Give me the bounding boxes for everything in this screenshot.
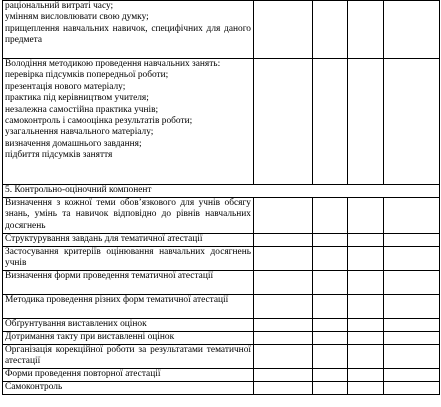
- table-row: [3, 198, 440, 234]
- rating-cell[interactable]: [254, 295, 313, 319]
- rating-cell[interactable]: [348, 234, 384, 247]
- rating-cell[interactable]: [384, 332, 440, 345]
- rating-cell[interactable]: [254, 369, 313, 382]
- criterion-line: Методика проведення різних форм тематичної атестації: [5, 295, 229, 305]
- table-row: [3, 345, 440, 369]
- table-row: [3, 319, 440, 332]
- evaluation-table-body: [3, 1, 440, 395]
- criterion-line: Форми проведення повторної атестації: [5, 369, 161, 379]
- criterion-line: практика під керівництвом учителя;: [5, 93, 149, 104]
- criterion-line: незалежна самостійна практика учнів;: [5, 104, 159, 115]
- table-row: [3, 59, 440, 185]
- criterion-cell: [3, 234, 254, 247]
- section-heading: 5. Контрольно-оціночний компонент: [3, 185, 440, 198]
- criterion-line: Дотримання такту при виставленні оцінок: [5, 332, 175, 342]
- table-row: [3, 369, 440, 382]
- criterion-cell: [3, 271, 254, 295]
- rating-cell[interactable]: [313, 295, 348, 319]
- rating-cell[interactable]: [384, 59, 440, 185]
- criterion-line: перевірка підсумків попередньої роботи;: [5, 70, 169, 81]
- rating-cell[interactable]: [254, 319, 313, 332]
- rating-cell[interactable]: [254, 234, 313, 247]
- criterion-line: Визначення з кожної теми обов’язкового для учнів обсягу знань, умінь та навичок відповідно до рівнів навчальних досягнень: [5, 198, 251, 231]
- criterion-line: визначення домашнього завдання;: [5, 138, 142, 149]
- criterion-cell: [3, 295, 254, 319]
- rating-cell[interactable]: [254, 345, 313, 369]
- rating-cell[interactable]: [313, 247, 348, 271]
- rating-cell[interactable]: [254, 59, 313, 185]
- criterion-cell: [3, 369, 254, 382]
- table-row: [3, 247, 440, 271]
- rating-cell[interactable]: [384, 247, 440, 271]
- rating-cell[interactable]: [384, 369, 440, 382]
- rating-cell[interactable]: [384, 345, 440, 369]
- rating-cell[interactable]: [254, 1, 313, 59]
- criterion-line: Структурування завдань для тематичної атестації: [5, 234, 203, 244]
- rating-cell[interactable]: [313, 59, 348, 185]
- criterion-line: умінням висловлювати свою думку;: [5, 12, 149, 23]
- rating-cell[interactable]: [254, 382, 313, 395]
- rating-cell[interactable]: [348, 198, 384, 234]
- criterion-line: Самоконтроль: [5, 382, 63, 392]
- rating-cell[interactable]: [384, 295, 440, 319]
- criterion-cell: [3, 198, 254, 234]
- evaluation-table: [2, 0, 440, 395]
- rating-cell[interactable]: [313, 332, 348, 345]
- table-row: [3, 234, 440, 247]
- rating-cell[interactable]: [254, 247, 313, 271]
- criterion-line: Застосування критеріїв оцінювання навчальних досягнень учнів: [5, 247, 251, 269]
- rating-cell[interactable]: [348, 369, 384, 382]
- rating-cell[interactable]: [348, 332, 384, 345]
- rating-cell[interactable]: [348, 382, 384, 395]
- rating-cell[interactable]: [384, 198, 440, 234]
- rating-cell[interactable]: [348, 345, 384, 369]
- rating-cell[interactable]: [348, 271, 384, 295]
- criterion-cell: [3, 247, 254, 271]
- rating-cell[interactable]: [313, 271, 348, 295]
- rating-cell[interactable]: [384, 319, 440, 332]
- criterion-line: Визначення форми проведення тематичної атестації: [5, 271, 214, 281]
- criterion-line: узагальнення навчального матеріалу;: [5, 127, 154, 138]
- rating-cell[interactable]: [348, 59, 384, 185]
- criterion-line: самоконтроль і самооцінка результатів роботи;: [5, 116, 193, 127]
- rating-cell[interactable]: [313, 234, 348, 247]
- criterion-line: Організація корекційної роботи за результатами тематичної атестації: [5, 345, 251, 367]
- rating-cell[interactable]: [384, 382, 440, 395]
- criterion-cell: [3, 345, 254, 369]
- criterion-cell: [3, 319, 254, 332]
- rating-cell[interactable]: [348, 1, 384, 59]
- criterion-line: презентація нового матеріалу;: [5, 81, 126, 92]
- criterion-cell: [3, 332, 254, 345]
- rating-cell[interactable]: [254, 198, 313, 234]
- table-row: [3, 332, 440, 345]
- criterion-cell: [3, 382, 254, 395]
- criterion-line: прищеплення навчальних навичок, специфічних для даного предмета: [5, 23, 251, 46]
- criterion-cell: [3, 1, 254, 59]
- rating-cell[interactable]: [313, 198, 348, 234]
- rating-cell[interactable]: [348, 319, 384, 332]
- criterion-line: Обґрунтування виставлених оцінок: [5, 319, 147, 329]
- rating-cell[interactable]: [384, 1, 440, 59]
- rating-cell[interactable]: [348, 295, 384, 319]
- criterion-line: Володіння методикою проведення навчальних занять:: [5, 59, 221, 69]
- table-row: [3, 271, 440, 295]
- table-row: [3, 1, 440, 59]
- rating-cell[interactable]: [313, 319, 348, 332]
- rating-cell[interactable]: [313, 1, 348, 59]
- table-row: [3, 382, 440, 395]
- rating-cell[interactable]: [348, 247, 384, 271]
- rating-cell[interactable]: [313, 382, 348, 395]
- rating-cell[interactable]: [384, 271, 440, 295]
- rating-cell[interactable]: [313, 369, 348, 382]
- criterion-line: раціональний витраті часу;: [5, 1, 114, 11]
- rating-cell[interactable]: [384, 234, 440, 247]
- rating-cell[interactable]: [313, 345, 348, 369]
- criterion-line: підбиття підсумків заняття: [5, 150, 113, 161]
- criterion-cell: [3, 59, 254, 185]
- section-row: [3, 185, 440, 198]
- table-row: [3, 295, 440, 319]
- rating-cell[interactable]: [254, 271, 313, 295]
- rating-cell[interactable]: [254, 332, 313, 345]
